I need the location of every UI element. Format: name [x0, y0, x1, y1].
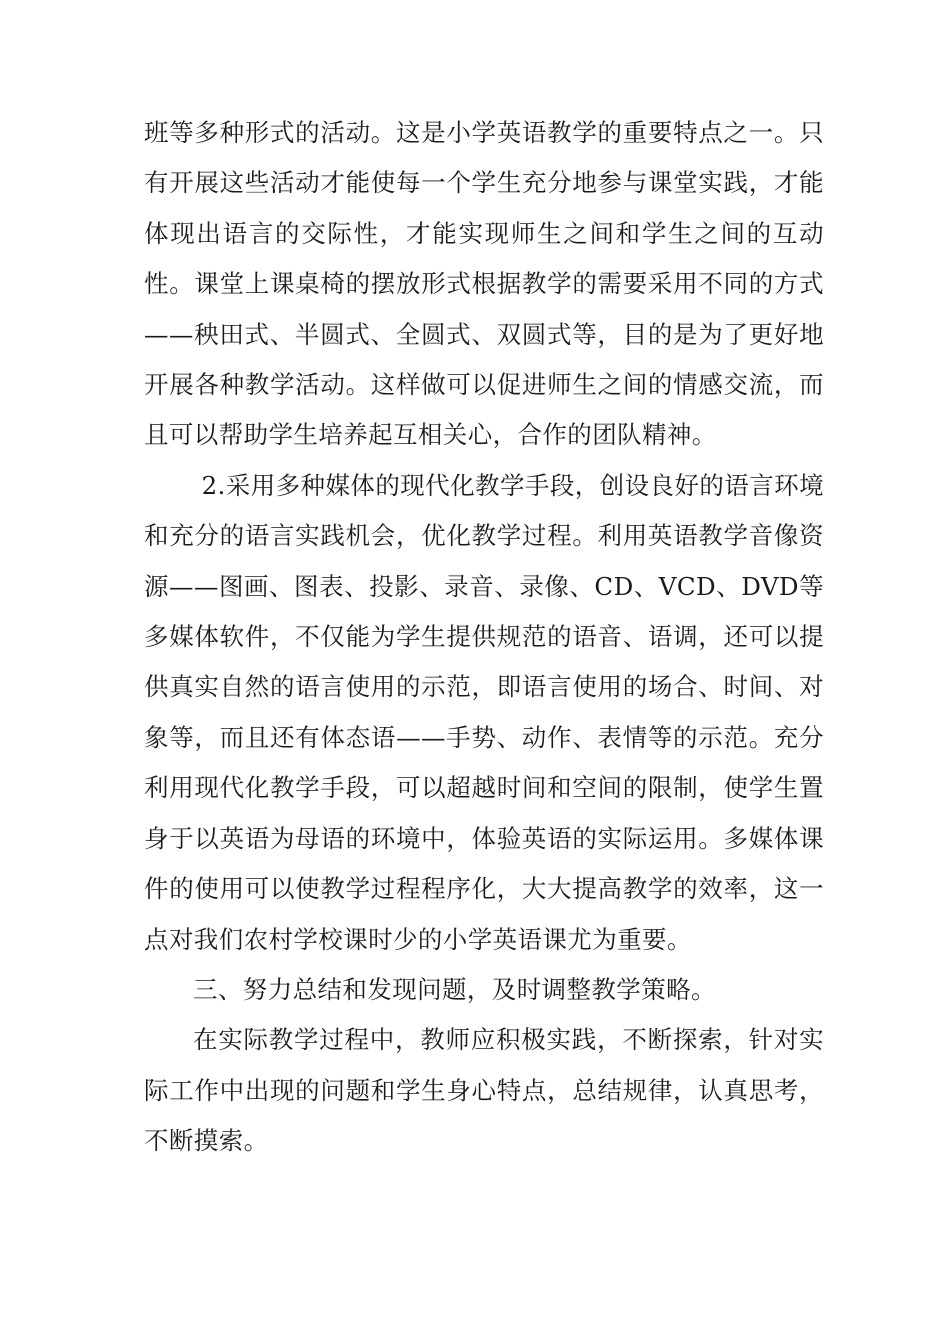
paragraph-continued: 班等多种形式的活动。这是小学英语教学的重要特点之一。只有开展这些活动才能使每一个学生充分地参与课堂实践，才能体现出语言的交际性，才能实现师生之间和学生之间的互动性。课堂上课桌椅的摆放形式根据教学的需要采用不同的方式——秧田式、半圆式、全圆式、双圆式等，目的是为了更好地开展各种教学活动。这样做可以促进师生之间的情感交流，而且可以帮助学生培养起互相关心，合作的团队精神。	[144, 118, 824, 450]
paragraph-section-3-body: 在实际教学过程中，教师应积极实践，不断探索，针对实际工作中出现的问题和学生身心特点，总结规律，认真思考，不断摸索。	[144, 1025, 824, 1156]
document-body	[144, 108, 824, 1167]
section-heading-3: 三、努力总结和发现问题，及时调整教学策略。	[193, 974, 716, 1004]
paragraph-point-2: 2.采用多种媒体的现代化教学手段，创设良好的语言环境和充分的语言实践机会，优化教学过程。利用英语教学音像资源——图画、图表、投影、录音、录像、CD、VCD、DVD等多媒体软件，不仅能为学生提供规范的语音、语调，还可以提供真实自然的语言使用的示范，即语言使用的场合、时间、对象等，而且还有体态语——手势、动作、表情等的示范。充分利用现代化教学手段，可以超越时间和空间的限制，使学生置身于以英语为母语的环境中，体验英语的实际运用。多媒体课件的使用可以使教学过程程序化，大大提高教学的效率，这一点对我们农村学校课时少的小学英语课尤为重要。	[144, 470, 824, 954]
